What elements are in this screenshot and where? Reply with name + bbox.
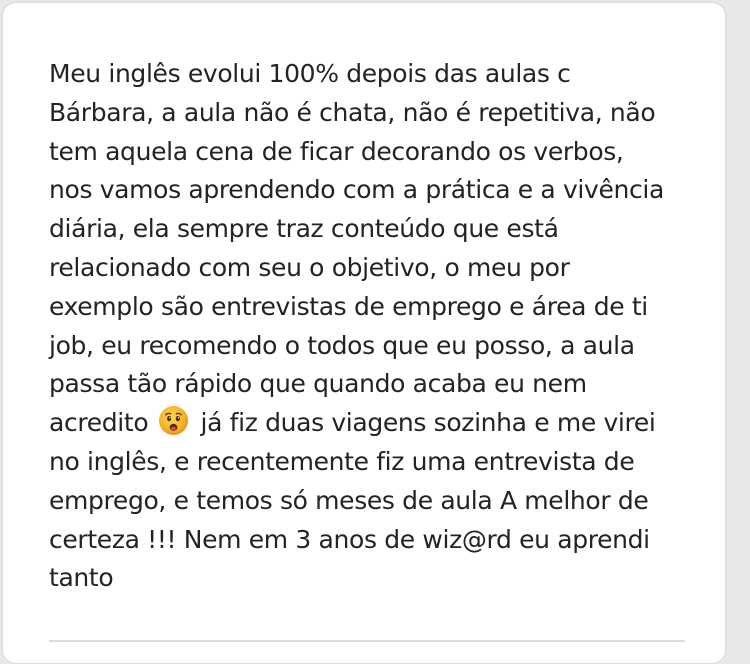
review-line: Bárbara, a aula não é chata, não é repetitiva, não — [49, 97, 656, 127]
review-line: tanto — [49, 563, 114, 593]
review-line: passa tão rápido que quando acaba eu nem — [49, 369, 587, 399]
anguished-face-icon — [158, 405, 189, 436]
review-line-text: acredito — [49, 408, 149, 438]
review-line-with-emoji — [49, 404, 709, 443]
review-line: relacionado com seu o objetivo, o meu por — [49, 252, 570, 282]
review-line-text: já fiz duas viagens sozinha e me virei — [200, 408, 656, 438]
review-line: nos vamos aprendendo com a prática e a vivência — [49, 175, 664, 205]
review-line: job, eu recomendo o todos que eu posso, a aula — [49, 330, 635, 360]
review-text — [49, 55, 709, 598]
review-card — [2, 2, 726, 664]
review-line: diária, ela sempre traz conteúdo que está — [49, 214, 559, 244]
review-line: emprego, e temos só meses de aula A melhor de — [49, 485, 649, 515]
review-line: tem aquela cena de ficar decorando os verbos, — [49, 136, 624, 166]
review-line: certeza !!! Nem em 3 anos de wiz@rd eu aprendi — [49, 524, 650, 554]
review-line: no inglês, e recentemente fiz uma entrevista de — [49, 446, 635, 476]
review-line: exemplo são entrevistas de emprego e área de ti — [49, 291, 648, 321]
review-line: Meu inglês evolui 100% depois das aulas c — [49, 59, 571, 88]
